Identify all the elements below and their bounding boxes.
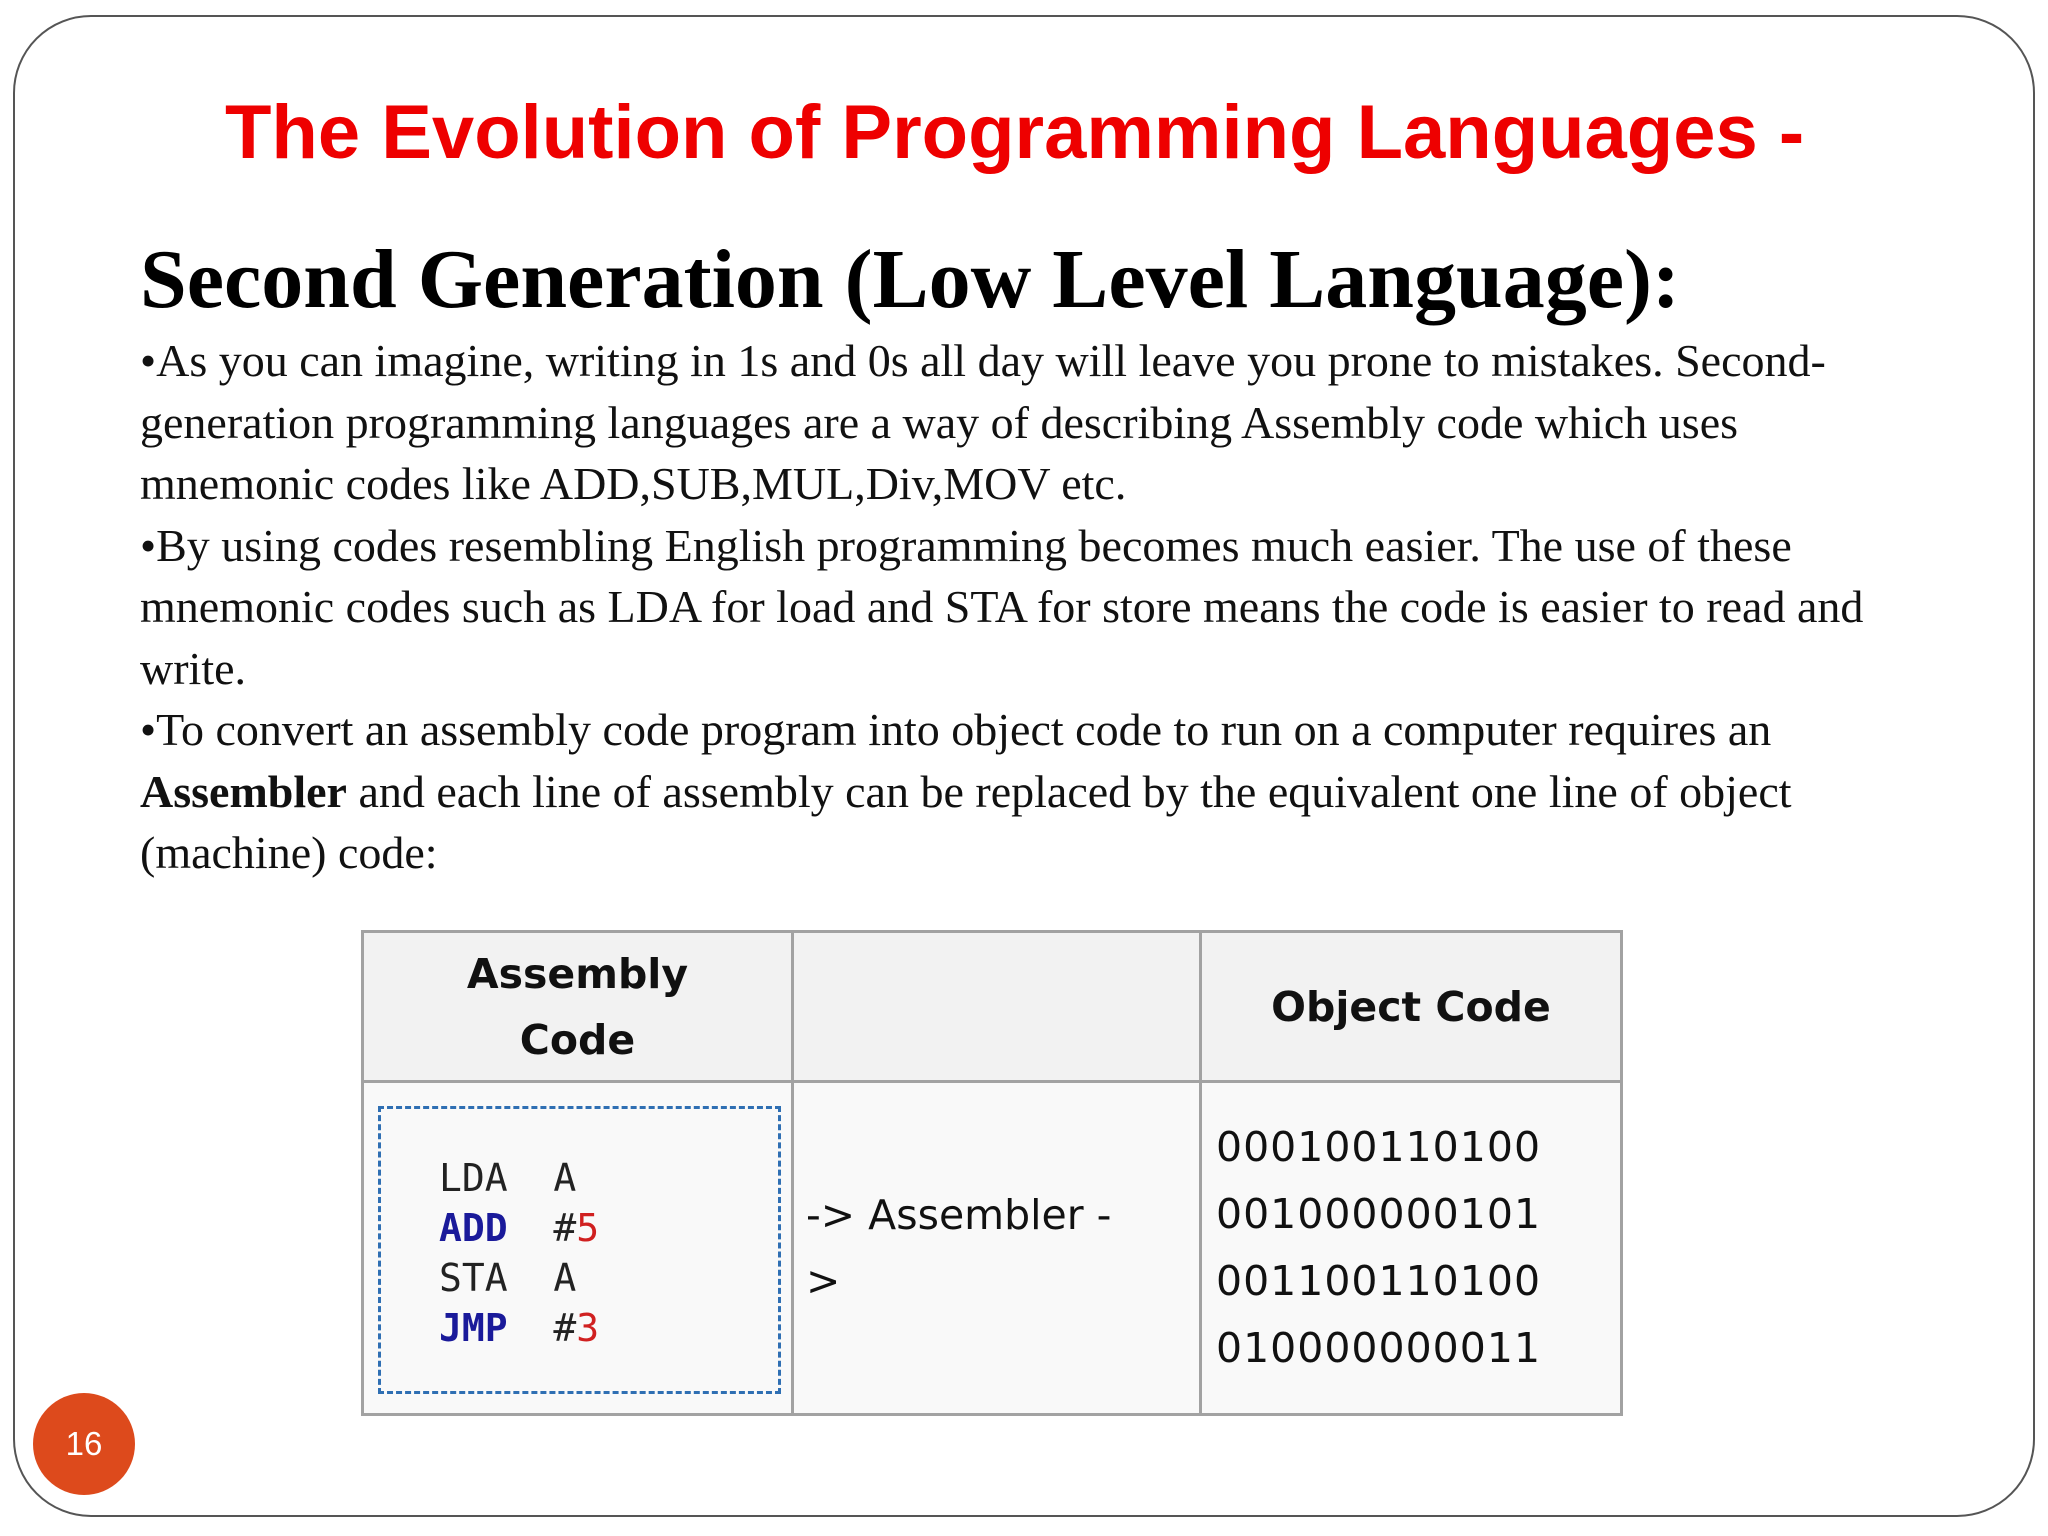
code-arg-value: A bbox=[553, 1256, 577, 1300]
assembler-arrow-line1: -> Assembler - bbox=[806, 1191, 1112, 1239]
slide-title: The Evolution of Programming Languages - bbox=[225, 90, 1805, 175]
section-heading: Second Generation (Low Level Language): bbox=[140, 233, 1680, 326]
body-text bbox=[140, 330, 1900, 884]
object-code-line: 010000000011 bbox=[1216, 1324, 1542, 1372]
code-arg-value: 3 bbox=[576, 1306, 600, 1350]
code-line bbox=[439, 1203, 778, 1253]
assembly-code-cell bbox=[363, 1082, 793, 1415]
assembler-term: Assembler bbox=[140, 765, 347, 817]
paragraph-mnemonics: •As you can imagine, writing in 1s and 0s all day will leave you prone to mistakes. Second-generation programming languages are a way of describing Assembly code which uses mnemonic codes like ADD,SUB,MUL,Div,MOV etc. bbox=[140, 335, 1826, 509]
code-opcode: JMP bbox=[439, 1306, 508, 1350]
code-arg-prefix: # bbox=[553, 1306, 577, 1350]
header-middle bbox=[793, 932, 1201, 1082]
header-object-code: Object Code bbox=[1201, 932, 1622, 1082]
header-assembly-code bbox=[363, 932, 793, 1082]
assembler-arrow-cell bbox=[793, 1082, 1201, 1415]
object-code-cell bbox=[1201, 1082, 1622, 1415]
code-opcode: STA bbox=[439, 1256, 508, 1300]
paragraph-readability: •By using codes resembling English programming becomes much easier. The use of these mnemonic codes such as LDA for load and STA for store means the code is easier to read and write. bbox=[140, 519, 1864, 694]
code-arg-value: A bbox=[553, 1156, 577, 1200]
table-row bbox=[363, 1082, 1622, 1415]
paragraph-assembler-start: •To convert an assembly code program into object code to run on a computer requires an bbox=[140, 704, 1772, 755]
header-assembly-line1: Assembly bbox=[466, 949, 689, 998]
code-opcode: LDA bbox=[439, 1156, 508, 1200]
assembly-object-code-table bbox=[361, 930, 1623, 1416]
page-number-badge: 16 bbox=[33, 1393, 135, 1495]
code-line bbox=[439, 1303, 778, 1353]
code-line bbox=[439, 1153, 778, 1203]
code-opcode: ADD bbox=[439, 1206, 508, 1250]
code-arg-prefix: # bbox=[553, 1206, 577, 1250]
header-assembly-line2: Code bbox=[519, 1015, 636, 1064]
paragraph-assembler bbox=[140, 699, 1900, 884]
object-code-line: 000100110100 bbox=[1216, 1123, 1542, 1171]
paragraph-assembler-end: and each line of assembly can be replaced by the equivalent one line of object (machine) code: bbox=[140, 765, 1792, 878]
object-code-line: 001100110100 bbox=[1216, 1257, 1542, 1305]
object-code-line: 001000000101 bbox=[1216, 1190, 1542, 1238]
assembly-code-box bbox=[378, 1106, 781, 1394]
code-line bbox=[439, 1253, 778, 1303]
assembler-arrow-line2: > bbox=[806, 1257, 841, 1305]
code-arg-value: 5 bbox=[576, 1206, 600, 1250]
table-header-row bbox=[363, 932, 1622, 1082]
